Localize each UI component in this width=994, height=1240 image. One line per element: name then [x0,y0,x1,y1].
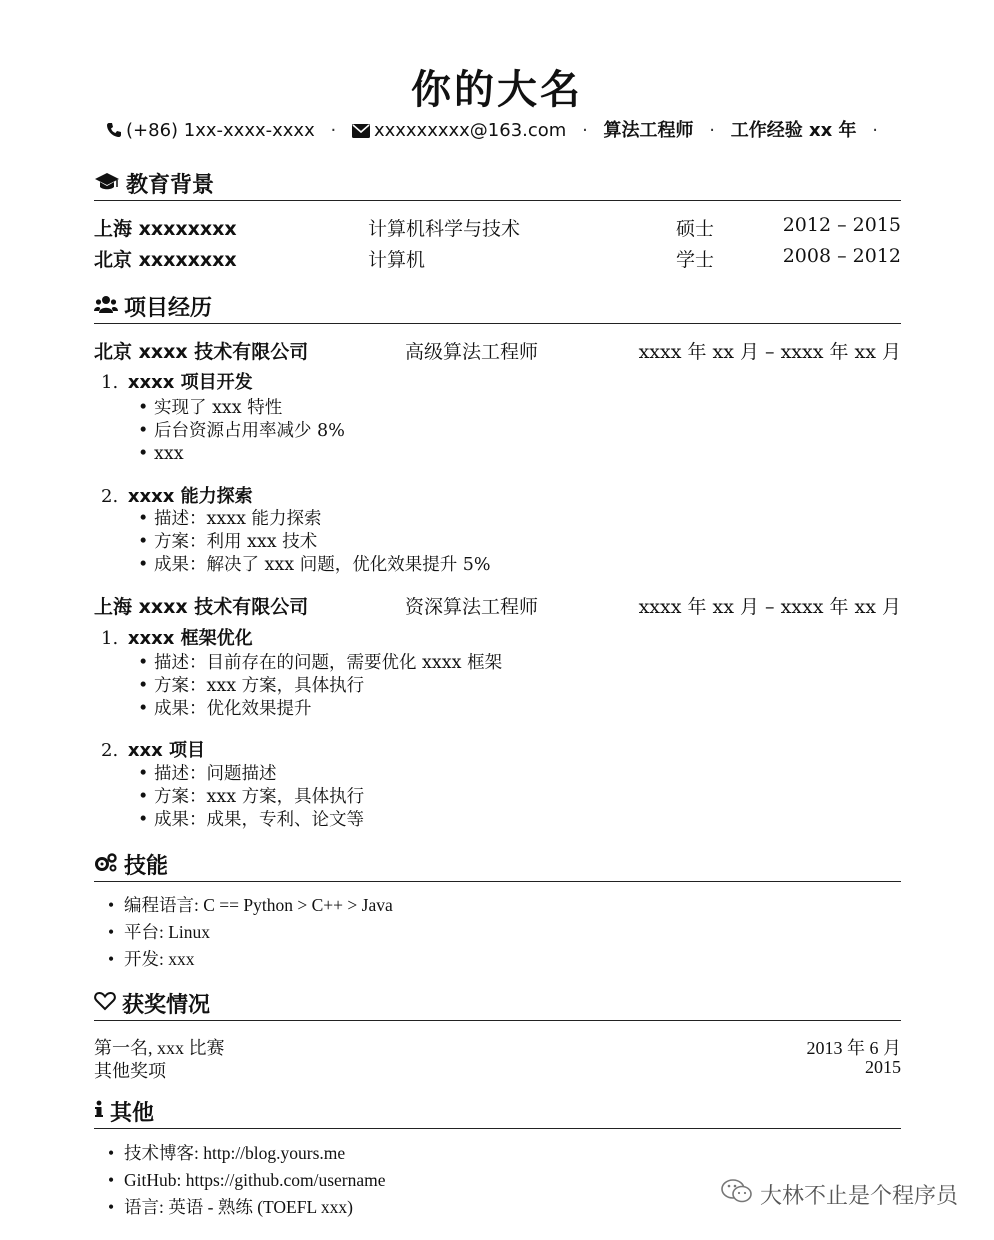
award-row [94,1057,901,1083]
list-item: • 成果：解决了 xxx 问题，优化效果提升 5% [138,554,491,577]
projects-title: 项目经历 [124,296,213,321]
phone-text: (+86) 1xx-xxxx-xxxx [126,120,315,141]
list-item: • 成果：成果，专利、论文等 [138,809,364,832]
list-item: • 方案：利用 xxx 技术 [138,531,491,554]
gears-icon [94,852,118,878]
project-item-title [101,482,253,508]
awards-title: 获奖情况 [122,993,211,1018]
wechat-icon [720,1178,754,1210]
list-item: • 成果：优化效果提升 [138,698,502,721]
list-item: • 平台: Linux [108,919,393,946]
degree: 硕士 [676,218,715,240]
bullet-list [138,652,502,721]
list-item: • 方案：xxx 方案，具体执行 [138,675,502,698]
item-number: 2. [101,486,119,507]
item-number: 2. [101,740,119,761]
heart-icon [94,991,116,1017]
job-title: 算法工程师 [603,120,694,141]
section-divider [94,1020,901,1021]
separator: · [872,120,878,141]
project-item-title [101,624,253,650]
resume-name: 你的大名 [411,67,583,113]
section-divider [94,1128,901,1129]
other-title: 其他 [110,1101,155,1126]
separator: · [330,120,337,141]
item-name: xxxx 项目开发 [127,372,253,393]
role: 资深算法工程师 [405,596,539,618]
graduation-cap-icon [94,171,120,197]
list-item: • GitHub: https://github.com/username [108,1167,386,1194]
watermark [720,1178,958,1210]
list-item: • 技术博客: http://blog.yours.me [108,1140,386,1167]
section-divider [94,200,901,201]
years: 2012 – 2015 [782,214,901,236]
section-divider [94,323,901,324]
bullet-list [138,763,364,832]
education-title: 教育背景 [126,173,215,198]
item-name: xxxx 能力探索 [127,486,253,507]
skills-heading [94,849,168,880]
contact-line [0,116,994,142]
projects-heading [94,291,212,322]
degree: 学士 [676,249,715,271]
bullet-list [138,508,491,577]
users-icon [94,294,118,320]
phone-icon [106,120,126,141]
major: 计算机科学与技术 [368,218,521,240]
education-row [94,245,901,271]
watermark-text: 大林不止是个程序员 [759,1183,958,1209]
item-number: 1. [101,372,119,393]
period: xxxx 年 xx 月 – xxxx 年 xx 月 [638,596,901,618]
info-icon [94,1099,104,1125]
item-name: xxxx 框架优化 [127,628,253,649]
list-item: • 实现了 xxx 特性 [138,397,345,420]
skills-title: 技能 [124,854,169,879]
separator: · [582,120,588,141]
skills-list [108,892,393,973]
awards-heading [94,988,210,1019]
role: 高级算法工程师 [405,341,539,363]
project-item-title [101,736,205,762]
award-date: 2013 年 6 月 [806,1038,901,1058]
company: 北京 xxxx 技术有限公司 [94,341,309,363]
list-item: • 后台资源占用率减少 8% [138,420,345,443]
period: xxxx 年 xx 月 – xxxx 年 xx 月 [638,341,901,363]
list-item: • 描述：问题描述 [138,763,364,786]
email-text: xxxxxxxxx@163.com [373,120,567,141]
other-list [108,1140,386,1221]
award-name: 其他奖项 [94,1061,166,1081]
school: 上海 xxxxxxxx [94,218,237,240]
list-item: • 方案：xxx 方案，具体执行 [138,786,364,809]
years: 2008 – 2012 [782,245,901,267]
list-item: • xxx [138,443,345,466]
major: 计算机 [368,249,426,271]
job-header [94,592,901,618]
education-heading [94,168,214,199]
award-name: 第一名, xxx 比赛 [94,1038,225,1058]
school: 北京 xxxxxxxx [94,249,237,271]
list-item: • 语言: 英语 - 熟练 (TOEFL xxx) [108,1194,386,1221]
section-divider [94,881,901,882]
separator: · [709,120,716,141]
experience-years: 工作经验 xx 年 [730,120,857,141]
list-item: • 描述：xxxx 能力探索 [138,508,491,531]
item-number: 1. [101,628,119,649]
job-header [94,337,901,363]
bullet-list [138,397,345,466]
list-item: • 编程语言: C == Python > C++ > Java [108,892,393,919]
email-icon [352,120,374,141]
education-row [94,214,901,240]
other-heading [94,1096,154,1127]
list-item: • 开发: xxx [108,946,393,973]
list-item: • 描述：目前存在的问题，需要优化 xxxx 框架 [138,652,502,675]
item-name: xxx 项目 [127,740,206,761]
award-date: 2015 [865,1057,901,1077]
project-item-title [101,368,253,394]
company: 上海 xxxx 技术有限公司 [94,596,309,618]
